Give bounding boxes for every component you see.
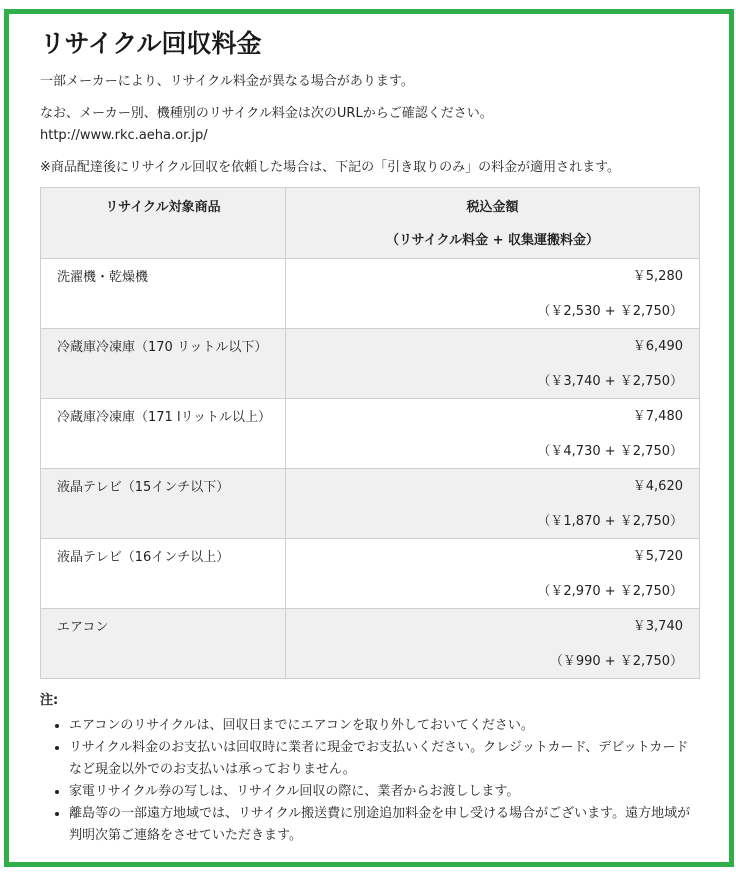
recycle-url: http://www.rkc.aeha.or.jp/: [40, 128, 208, 143]
row-price: [286, 469, 700, 539]
row-item: 液晶テレビ（16インチ以上）: [41, 539, 286, 609]
row-price: [286, 399, 700, 469]
list-item: • 家電リサイクル券の写しは、リサイクル回収の際に、業者からお渡しします。: [69, 781, 700, 803]
row-item: 洗濯機・乾燥機: [41, 259, 286, 329]
row-item: 冷蔵庫冷凍庫（170 リットル以下）: [41, 329, 286, 399]
row-price: [286, 539, 700, 609]
content-frame: [4, 9, 734, 867]
row-breakdown: （￥990 + ￥2,750）: [549, 654, 683, 669]
row-breakdown: （￥2,530 + ￥2,750）: [537, 304, 683, 319]
row-item: エアコン: [41, 609, 286, 679]
list-item: • リサイクル料金のお支払いは回収時に業者に現金でお支払いください。クレジットカード、デビットカードなど現金以外でのお支払いは承っておりません。: [69, 737, 700, 781]
table-row: [41, 399, 700, 469]
table-row: [41, 539, 700, 609]
header-price: [286, 188, 700, 259]
list-item: • エアコンのリサイクルは、回収日までにエアコンを取り外しておいてください。: [69, 715, 700, 737]
row-total: ￥6,490: [632, 339, 683, 354]
table-row: [41, 609, 700, 679]
row-price: [286, 609, 700, 679]
row-item: 液晶テレビ（15インチ以下）: [41, 469, 286, 539]
row-price: [286, 259, 700, 329]
row-breakdown: （￥3,740 + ￥2,750）: [537, 374, 683, 389]
content-inner: [40, 24, 700, 847]
table-row: [41, 259, 700, 329]
notes-list: [40, 715, 700, 847]
row-total: ￥3,740: [632, 619, 683, 634]
header-item-label: リサイクル対象商品: [105, 200, 221, 215]
notes-title: 注:: [40, 693, 59, 708]
table-row: [41, 329, 700, 399]
table-row: [41, 469, 700, 539]
page-title: リサイクル回収料金: [40, 29, 262, 58]
row-breakdown: （￥2,970 + ￥2,750）: [537, 584, 683, 599]
list-item: • 離島等の一部遠方地域では、リサイクル搬送費に別途追加料金を申し受ける場合がございます。遠方地域が判明次第ご連絡をさせていただきます。: [69, 803, 700, 847]
row-total: ￥7,480: [632, 409, 683, 424]
pickup-note: ※商品配達後にリサイクル回収を依頼した場合は、下記の「引き取りのみ」の料金が適用されます。: [40, 160, 621, 175]
table-header-row: [41, 188, 700, 259]
recycle-fee-table: [40, 187, 700, 679]
row-total: ￥5,280: [632, 269, 683, 284]
url-note: [40, 103, 700, 147]
row-item: 冷蔵庫冷凍庫（171 lリットル以上）: [41, 399, 286, 469]
row-breakdown: （￥4,730 + ￥2,750）: [537, 444, 683, 459]
url-note-text: なお、メーカー別、機種別のリサイクル料金は次のURLからご確認ください。: [40, 106, 493, 121]
row-total: ￥5,720: [632, 549, 683, 564]
header-price-sub: （リサイクル料金 + 収集運搬料金）: [385, 233, 600, 248]
row-total: ￥4,620: [632, 479, 683, 494]
header-item: [41, 188, 286, 259]
header-price-label: 税込金額: [466, 200, 519, 215]
intro-text: 一部メーカーにより、リサイクル料金が異なる場合があります。: [40, 74, 414, 89]
row-breakdown: （￥1,870 + ￥2,750）: [537, 514, 683, 529]
row-price: [286, 329, 700, 399]
